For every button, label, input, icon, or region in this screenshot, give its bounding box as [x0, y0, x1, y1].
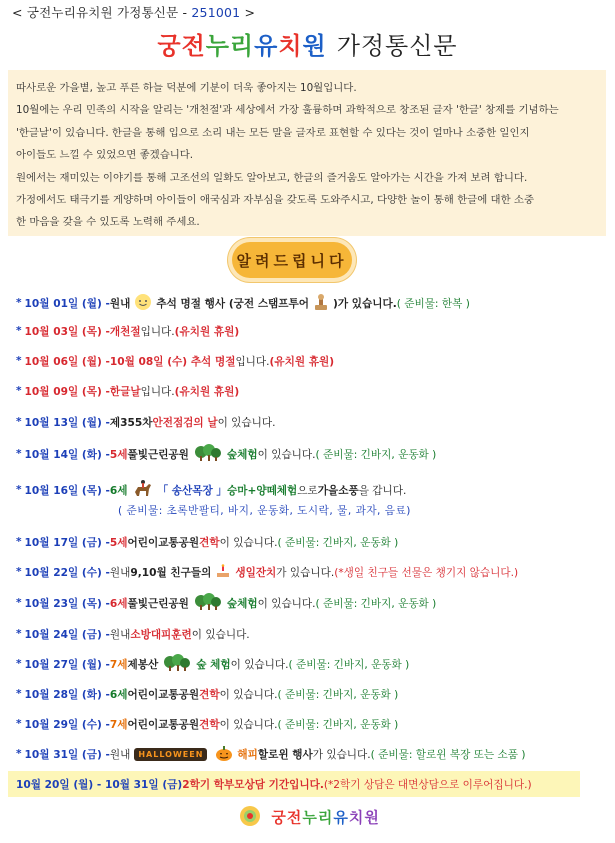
event-date: 10월 28일 (화) - [24, 688, 110, 701]
event-text: 「 송산목장 」 [157, 484, 227, 497]
event-date: 10월 24일 (금) - [24, 628, 110, 641]
event-text: 이 있습니다. [217, 416, 276, 429]
event-text: 이 있습니다. [257, 448, 316, 461]
event-note: (유치원 휴원) [174, 385, 240, 398]
event-note: ( 준비물: 할로윈 복장 또는 소품 ) [370, 748, 526, 761]
breadcrumb-code: 251001 [191, 5, 241, 20]
event-row [16, 322, 239, 340]
intro-box [8, 70, 606, 236]
title-part: 원 [302, 32, 327, 60]
event-text: 원내 [109, 566, 131, 579]
event-row [16, 352, 334, 370]
event-text: 원내 [109, 297, 131, 310]
event-text: 개천절 [109, 325, 141, 338]
event-text: 숲체험 [226, 597, 258, 610]
event-text: 가 있습니다. [276, 566, 335, 579]
event-note: ( 준비물: 긴바지, 운동화 ) [315, 597, 437, 610]
event-text: 7세 [109, 718, 128, 731]
event-row [16, 533, 398, 551]
star-bullet-icon: * [16, 688, 22, 700]
footer-logo [0, 805, 615, 831]
event-text: 어린이교통공원 [127, 718, 200, 731]
event-note: (*생일 친구들 선물은 챙기지 않습니다.) [334, 566, 519, 579]
title-subtitle: 가정통신문 [336, 32, 458, 60]
halloween-banner: HALLOWEEN [134, 748, 207, 761]
event-note: (유치원 휴원) [269, 355, 335, 368]
event-text: 이 있습니다. [219, 688, 278, 701]
intro-line: 한 마음을 갖을 수 있도록 노력해 주세요. [16, 216, 200, 229]
event-text: 5세 [109, 536, 128, 549]
event-row [16, 715, 398, 733]
event-row [16, 625, 250, 643]
event-text: 7세 [109, 658, 128, 671]
intro-line: 아이들도 느낄 수 있었으면 좋겠습니다. [16, 149, 194, 162]
event-text: 원내 [109, 628, 131, 641]
event-text: 이 있습니다. [219, 536, 278, 549]
event-text: 5세 [109, 448, 128, 461]
event-note: (유치원 휴원) [174, 325, 240, 338]
event-date: 10월 16일 (목) - [24, 484, 110, 497]
event-text: 한글날 [109, 385, 141, 398]
event-note: ( 준비물: 긴바지, 운동화 ) [277, 536, 399, 549]
star-bullet-icon: * [16, 355, 22, 367]
event-text: 생일잔치 [235, 566, 277, 579]
star-bullet-icon: * [16, 718, 22, 730]
title-part: 유 [254, 32, 279, 60]
event-text: 추석 명절 행사 (궁전 스탬프투어 [156, 297, 309, 310]
consultation-banner [8, 771, 580, 797]
footer-part: 치원 [348, 808, 380, 827]
event-row [16, 745, 525, 763]
event-row [16, 382, 239, 400]
event-text: 승마+양떼체험 [227, 484, 298, 497]
event-note: ( 준비물: 긴바지, 운동화 ) [277, 688, 399, 701]
event-date: 10월 09일 (목) - [24, 385, 110, 398]
event-text: 으로 [297, 484, 318, 497]
intro-line: 가정에서도 태극기를 게양하며 아이들이 애국심과 자부심을 갖도록 도와주시고, 다양한 놀이 통해 한글에 대한 소중 [16, 194, 534, 207]
event-text: 견학 [199, 718, 220, 731]
forest-icon [193, 593, 223, 614]
event-text: 이 있습니다. [191, 628, 250, 641]
star-bullet-icon: * [16, 566, 22, 578]
forest-icon [193, 444, 223, 465]
event-text: 어린이교통공원 [127, 688, 200, 701]
event-row [16, 413, 275, 431]
event-note: ( 준비물: 긴바지, 운동화 ) [277, 718, 399, 731]
event-text: )가 있습니다. [333, 297, 397, 310]
event-row [16, 445, 436, 463]
stamp-icon [313, 293, 329, 314]
event-text: 견학 [199, 536, 220, 549]
star-bullet-icon: * [16, 658, 22, 670]
star-bullet-icon: * [16, 416, 22, 428]
event-date: 10월 17일 (금) - [24, 536, 110, 549]
event-text: 숲체험 [226, 448, 258, 461]
smiley-face-icon [134, 293, 152, 314]
event-text: 소방대피훈련 [130, 628, 192, 641]
event-date: 10월 31일 (금) - [24, 748, 110, 761]
event-text: 가을소풍 [317, 484, 359, 497]
forest-icon [162, 654, 192, 675]
event-row [16, 563, 518, 581]
kindergarten-logo-icon [239, 805, 261, 831]
consult-note: (*2학기 상담은 대면상담으로 이루어집니다.) [323, 778, 532, 791]
event-date: 10월 03일 (목) - [24, 325, 110, 338]
event-note: ( 준비물: 긴바지, 운동화 ) [315, 448, 437, 461]
event-row [16, 294, 470, 312]
breadcrumb-text: 궁전누리유치원 가정통신문 - [26, 5, 192, 20]
breadcrumb-suffix: > [244, 5, 256, 20]
star-bullet-icon: * [16, 597, 22, 609]
event-text: 제봉산 [127, 658, 159, 671]
event-text: 6세 [109, 688, 128, 701]
star-bullet-icon: * [16, 536, 22, 548]
star-bullet-icon: * [16, 325, 22, 337]
intro-line: 10월에는 우리 민족의 시작을 알리는 '개천절'과 세상에서 가장 훌륭하며 과학적으로 창조된 글자 '한글' 창제를 기념하는 [16, 104, 559, 117]
title-part: 치 [278, 32, 303, 60]
event-text: 입니다. [140, 385, 175, 398]
event-text: 을 갑니다. [358, 484, 407, 497]
title-part: 전 [181, 32, 206, 60]
event-text: 견학 [199, 688, 220, 701]
event-date: 10월 06일 (월) - [24, 355, 110, 368]
breadcrumb-prefix: < [12, 5, 23, 20]
title-part: 궁 [157, 32, 182, 60]
event-row [16, 594, 436, 612]
event-text: 풀빛근린공원 [127, 597, 189, 610]
event-note: ( 준비물: 초록반팔티, 바지, 운동화, 도시락, 물, 과자, 음료) [118, 505, 411, 517]
birthday-cake-icon [215, 563, 231, 582]
event-text: 원내 [109, 748, 131, 761]
event-text: 이 있습니다. [257, 597, 316, 610]
footer-part: 전 [286, 808, 303, 827]
event-text: 해피 [237, 748, 258, 761]
intro-line: 원에서는 재미있는 이야기를 통해 고조선의 일화도 알아보고, 한글의 즐거움도 알아가는 시간을 가져 보려 합니다. [16, 171, 528, 184]
star-bullet-icon: * [16, 748, 22, 760]
star-bullet-icon: * [16, 448, 22, 460]
page-title [0, 26, 615, 61]
event-text: 이 있습니다. [230, 658, 289, 671]
event-date: 10월 01일 (월) - [24, 297, 110, 310]
event-text: 6세 [109, 484, 128, 497]
footer-part: 누리 [302, 808, 334, 827]
event-text: 입니다. [235, 355, 270, 368]
event-text: 숲 체험 [196, 658, 231, 671]
event-text: 할로윈 행사 [257, 748, 313, 761]
footer-part: 궁 [271, 808, 287, 827]
intro-line: '한글날'이 있습니다. 한글을 통해 입으로 소리 내는 모든 말을 글자로 표현할 수 있다는 것이 얼마나 소중한 일인지 [16, 126, 530, 139]
event-row [16, 481, 406, 499]
event-date: 10월 23일 (목) - [24, 597, 110, 610]
event-text: 풀빛근린공원 [127, 448, 189, 461]
event-row [16, 655, 409, 673]
horse-rider-icon [132, 478, 154, 503]
event-note: ( 준비물: 긴바지, 운동화 ) [288, 658, 410, 671]
intro-line: 따사로운 가을볕, 높고 푸른 하늘 덕분에 기분이 더욱 좋아지는 10월입니다. [16, 82, 357, 94]
event-date: 10월 22일 (수) - [24, 566, 110, 579]
event-text: 안전점검의 날 [152, 416, 218, 429]
event-text: 9,10월 친구들의 [130, 566, 212, 579]
star-bullet-icon: * [16, 484, 22, 496]
notice-badge: 알려드립니다 [232, 242, 352, 278]
consult-title: 2학기 학부모상담 기간입니다. [182, 778, 324, 791]
event-row [16, 685, 398, 703]
event-text: 입니다. [140, 325, 175, 338]
event-text: 이 있습니다. [219, 718, 278, 731]
star-bullet-icon: * [16, 297, 22, 309]
event-text: 가 있습니다. [312, 748, 371, 761]
footer-part: 유 [333, 808, 349, 827]
event-note: ( 준비물: 한복 ) [396, 297, 470, 310]
star-bullet-icon: * [16, 385, 22, 397]
event-date: 10월 27일 (월) - [24, 658, 110, 671]
event-date: 10월 13일 (월) - [24, 416, 110, 429]
star-bullet-icon: * [16, 628, 22, 640]
breadcrumb [12, 3, 255, 21]
event-text: 10월 08일 (수) 추석 명절 [109, 355, 236, 368]
event-text: 6세 [109, 597, 128, 610]
event-text: 어린이교통공원 [127, 536, 200, 549]
event-date: 10월 14일 (화) - [24, 448, 110, 461]
pumpkin-icon [215, 744, 233, 765]
event-text: 제355차 [109, 416, 153, 429]
event-date: 10월 29일 (수) - [24, 718, 110, 731]
consult-dates: 10월 20일 (월) - 10월 31일 (금) [16, 778, 183, 791]
title-part: 누리 [205, 32, 255, 60]
